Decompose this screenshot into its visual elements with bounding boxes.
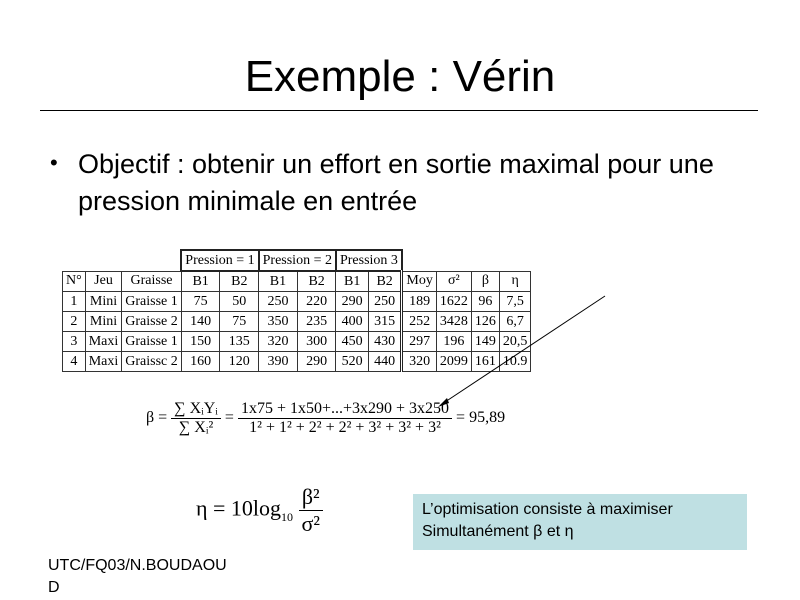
beta-result: = 95,89 — [456, 409, 506, 427]
table-cell: 6,7 — [499, 312, 531, 332]
header-cell: B2 — [297, 271, 336, 292]
table-cell: 50 — [220, 292, 259, 312]
table-cell: 320 — [402, 352, 436, 372]
beta-fraction-sum-numerator: ∑ XᵢYᵢ — [171, 400, 221, 419]
table-cell: 297 — [402, 332, 436, 352]
table-cell: 2 — [63, 312, 86, 332]
table-cell: 10.9 — [499, 352, 531, 372]
table-cell: 4 — [63, 352, 86, 372]
beta-lhs: β = — [146, 409, 168, 427]
eta-fraction-numerator: β² — [299, 484, 323, 511]
eta-fraction-denominator: σ² — [301, 511, 320, 536]
header-cell: σ² — [436, 271, 471, 292]
table-cell: 96 — [471, 292, 499, 312]
slide-title: Exemple : Vérin — [244, 52, 556, 101]
beta-formula — [146, 400, 505, 437]
table-cell: 75 — [220, 312, 259, 332]
table-cell: Mini — [85, 312, 122, 332]
table-cell: 430 — [368, 332, 402, 352]
header-cell: η — [499, 271, 531, 292]
table-cell: 400 — [336, 312, 368, 332]
header-cell: B2 — [368, 271, 402, 292]
table-cell: 135 — [220, 332, 259, 352]
table-cell: 120 — [220, 352, 259, 372]
header-cell: N° — [63, 271, 86, 292]
table-cell: 20,5 — [499, 332, 531, 352]
table-cell: 235 — [297, 312, 336, 332]
table-cell: Graissc 2 — [122, 352, 182, 372]
table-cell: 75 — [181, 292, 220, 312]
table-cell: 189 — [402, 292, 436, 312]
beta-fraction-sum — [171, 400, 221, 437]
table-cell: 161 — [471, 352, 499, 372]
table-cell: 250 — [259, 292, 298, 312]
table-cell: 320 — [259, 332, 298, 352]
beta-fraction-values-denominator: 1² + 1² + 2² + 2² + 3² + 3² + 3² — [249, 419, 441, 436]
table-cell: 300 — [297, 332, 336, 352]
table-cell: 390 — [259, 352, 298, 372]
eta-lhs: η = 10log — [196, 495, 282, 521]
note-line-1: L’optimisation consiste à maximiser — [422, 501, 673, 518]
eta-log-base: 10 — [281, 509, 294, 524]
table-cell: 290 — [297, 352, 336, 372]
table-cell: 3 — [63, 332, 86, 352]
table-cell: Maxi — [85, 352, 122, 372]
table-cell: 440 — [368, 352, 402, 372]
table-cell: 3428 — [436, 312, 471, 332]
table-cell: Graisse 1 — [122, 292, 182, 312]
table-cell: 126 — [471, 312, 499, 332]
table-cell: 1622 — [436, 292, 471, 312]
table-cell: 290 — [336, 292, 368, 312]
group-header-pression-3: Pression 3 — [336, 250, 402, 271]
table-cell: 315 — [368, 312, 402, 332]
optimisation-note — [413, 494, 747, 550]
table-cell: 1 — [63, 292, 86, 312]
eta-fraction — [299, 484, 323, 537]
table-cell: 160 — [181, 352, 220, 372]
group-header-pression-2: Pression = 2 — [259, 250, 336, 271]
group-header-pression-1: Pression = 1 — [181, 250, 258, 271]
header-cell: B1 — [181, 271, 220, 292]
table-cell: 350 — [259, 312, 298, 332]
table-cell: Mini — [85, 292, 122, 312]
header-cell: B1 — [336, 271, 368, 292]
header-cell: β — [471, 271, 499, 292]
eta-formula — [196, 484, 323, 537]
bullet-text: Objectif : obtenir un effort en sortie maximal pour une pression minimale en entrée — [78, 149, 714, 216]
table-cell: Maxi — [85, 332, 122, 352]
header-cell: Moy — [402, 271, 436, 292]
table-cell: 2099 — [436, 352, 471, 372]
note-line-2: Simultanément β et η — [422, 523, 574, 540]
table-cell: 140 — [181, 312, 220, 332]
table-cell: 520 — [336, 352, 368, 372]
beta-fraction-values-numerator: 1x75 + 1x50+...+3x290 + 3x250 — [238, 400, 452, 419]
beta-fraction-values — [238, 400, 452, 437]
table-cell: Graisse 1 — [122, 332, 182, 352]
table-cell: 196 — [436, 332, 471, 352]
header-cell: Jeu — [85, 271, 122, 292]
table-cell: 252 — [402, 312, 436, 332]
table-cell: 220 — [297, 292, 336, 312]
bullet-icon: • — [50, 150, 58, 175]
beta-equals: = — [224, 409, 234, 427]
table-cell: 7,5 — [499, 292, 531, 312]
beta-fraction-sum-denominator: ∑ Xᵢ² — [178, 419, 214, 436]
footer-author: UTC/FQ03/N.BOUDAOUD — [48, 557, 227, 596]
header-cell: B2 — [220, 271, 259, 292]
header-cell: B1 — [259, 271, 298, 292]
table-cell: 450 — [336, 332, 368, 352]
table-cell: Graisse 2 — [122, 312, 182, 332]
table-cell: 150 — [181, 332, 220, 352]
header-cell: Graisse — [122, 271, 182, 292]
table-cell: 250 — [368, 292, 402, 312]
table-cell: 149 — [471, 332, 499, 352]
